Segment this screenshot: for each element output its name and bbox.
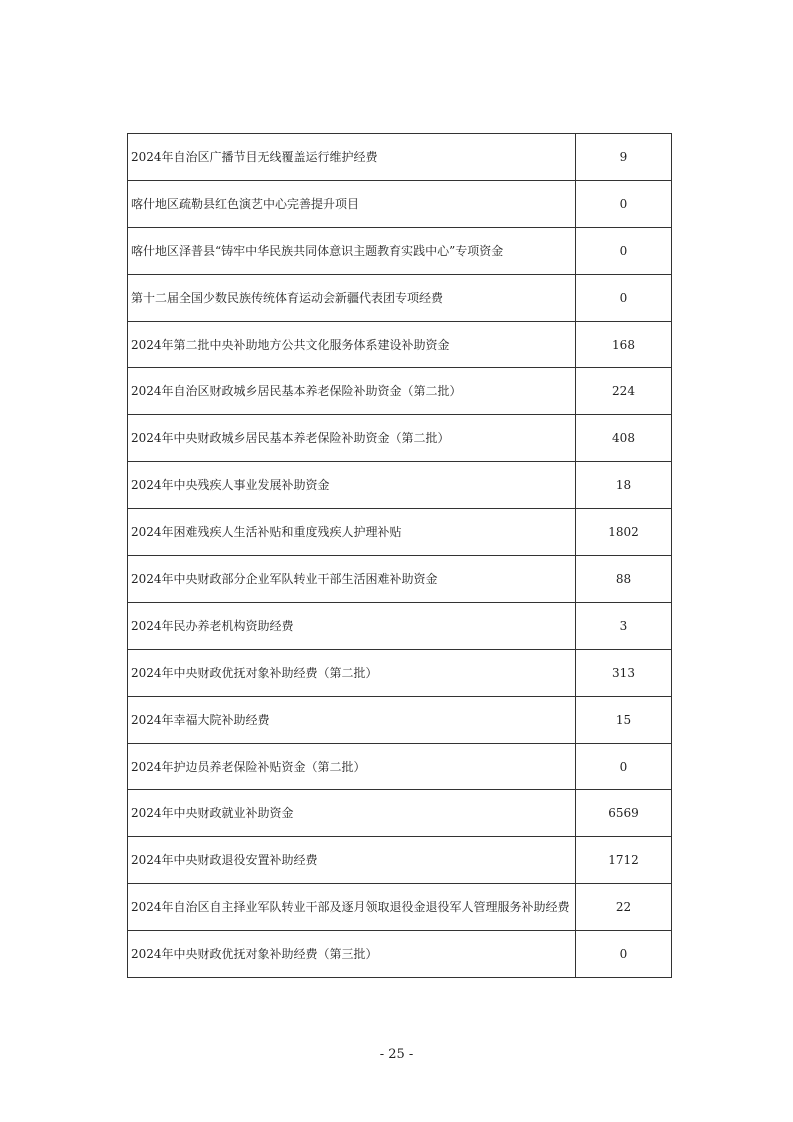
table-row [128,227,672,274]
table-row [128,556,672,603]
item-name: 2024年中央财政就业补助资金 [128,790,576,837]
table-row [128,743,672,790]
table-row [128,509,672,556]
item-amount: 9 [576,134,672,181]
item-name: 2024年中央财政城乡居民基本养老保险补助资金（第二批） [128,415,576,462]
item-name: 2024年中央财政部分企业军队转业干部生活困难补助资金 [128,556,576,603]
item-name: 2024年中央财政优抚对象补助经费（第二批） [128,649,576,696]
item-name: 2024年自治区财政城乡居民基本养老保险补助资金（第二批） [128,368,576,415]
item-amount: 0 [576,274,672,321]
table-row [128,321,672,368]
item-amount: 0 [576,743,672,790]
item-amount: 15 [576,696,672,743]
item-name: 2024年护边员养老保险补贴资金（第二批） [128,743,576,790]
table-row [128,837,672,884]
item-amount: 22 [576,884,672,931]
item-name: 2024年第二批中央补助地方公共文化服务体系建设补助资金 [128,321,576,368]
table-row [128,931,672,978]
item-name: 喀什地区泽普县“铸牢中华民族共同体意识主题教育实践中心”专项资金 [128,227,576,274]
table-row [128,462,672,509]
item-amount: 0 [576,931,672,978]
item-name: 2024年中央残疾人事业发展补助资金 [128,462,576,509]
table-row [128,368,672,415]
item-amount: 168 [576,321,672,368]
item-amount: 3 [576,602,672,649]
item-name: 2024年中央财政优抚对象补助经费（第三批） [128,931,576,978]
table-row [128,180,672,227]
item-name: 第十二届全国少数民族传统体育运动会新疆代表团专项经费 [128,274,576,321]
table-row [128,649,672,696]
item-name: 2024年民办养老机构资助经费 [128,602,576,649]
funding-table [127,133,672,978]
item-name: 2024年自治区自主择业军队转业干部及逐月领取退役金退役军人管理服务补助经费 [128,884,576,931]
item-amount: 0 [576,227,672,274]
table-row [128,274,672,321]
item-amount: 0 [576,180,672,227]
item-name: 2024年困难残疾人生活补贴和重度残疾人护理补贴 [128,509,576,556]
item-name: 2024年自治区广播节目无线覆盖运行维护经费 [128,134,576,181]
table-row [128,602,672,649]
table-row [128,696,672,743]
item-name: 喀什地区疏勒县红色演艺中心完善提升项目 [128,180,576,227]
table-row [128,415,672,462]
item-amount: 313 [576,649,672,696]
item-amount: 1802 [576,509,672,556]
item-name: 2024年幸福大院补助经费 [128,696,576,743]
item-amount: 88 [576,556,672,603]
item-amount: 18 [576,462,672,509]
table-row [128,790,672,837]
item-amount: 1712 [576,837,672,884]
table-row [128,134,672,181]
item-amount: 408 [576,415,672,462]
item-name: 2024年中央财政退役安置补助经费 [128,837,576,884]
page-number: - 25 - [379,1047,414,1062]
table-row [128,884,672,931]
item-amount: 224 [576,368,672,415]
item-amount: 6569 [576,790,672,837]
